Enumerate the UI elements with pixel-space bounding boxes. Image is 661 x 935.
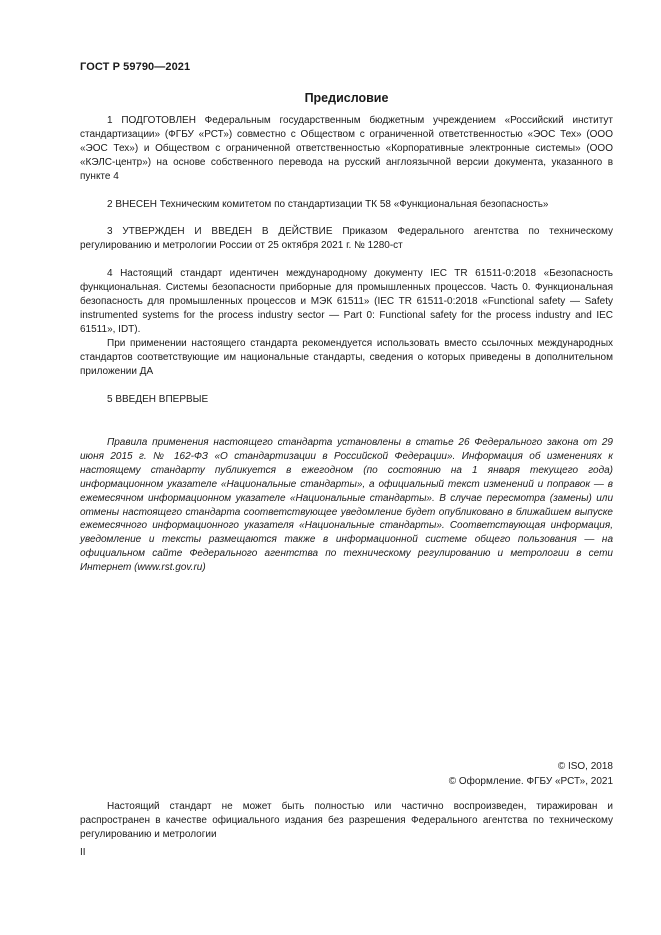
- foreword-item-4-note: При применении настоящего стандарта рекомендуется использовать вместо ссылочных международных стандартов соответствующие им национальные стандарты, сведения о которых приведены в дополнительном приложении ДА: [80, 337, 613, 377]
- foreword-item-3: 3 УТВЕРЖДЕН И ВВЕДЕН В ДЕЙСТВИЕ Приказом Федерального агентства по техническому регулированию и метрологии России от 25 октября 2021 г. № 1280-ст: [80, 226, 613, 252]
- application-rules-notice: [80, 436, 613, 575]
- application-rules-text: Правила применения настоящего стандарта установлены в статье 26 Федерального закона от 29 июня 2015 г. № 162-ФЗ «О стандартизации в Российской Федерации». Информация об изменениях к настоящему стандарту публикуется в ежегодном (по состоянию на 1 января текущего года) информационном указателе «Национальные стандарты», а официальный текст изменений и поправок — в ежемесячном информационном указателе «Национальные стандарты». В случае пересмотра (замены) или отмены настоящего стандарта соответствующее уведомление будет опубликовано в ближайшем выпуске ежемесячного информационного указателя «Национальные стандарты». Соответствующая информация, уведомление и тексты размещаются также в информационной системе общего пользования — на официальном сайте Федерального агентства по техническому регулированию и метрологии в сети Интернет (www.rst.gov.ru): [80, 437, 613, 574]
- foreword-item-1: 1 ПОДГОТОВЛЕН Федеральным государственным бюджетным учреждением «Российский институт стандартизации» (ФГБУ «РСТ») совместно с Обществом с ограниченной ответственностью «ЭОС Тех» (ООО «ЭОС Тех») и Обществом с ограниченной ответственностью «Корпоративные электронные системы» (ООО «КЭЛС-центр») на основе собственного перевода на русский англоязычной версии документа, указанного в пункте 4: [80, 115, 613, 182]
- foreword-body: [80, 114, 613, 406]
- reproduction-text: Настоящий стандарт не может быть полностью или частично воспроизведен, тиражирован и распространен в качестве официального издания без разрешения Федерального агентства по техническому регулированию и метрологии: [80, 801, 613, 840]
- copyright-iso: © ISO, 2018: [557, 761, 613, 772]
- copyright-block: [449, 760, 613, 789]
- foreword-item-4: 4 Настоящий стандарт идентичен международному документу IEC TR 61511-0:2018 «Безопасность функциональная. Системы безопасности приборные для промышленных процессов. Часть 0. Функциональная безопасность для промышленных процессов и МЭК 61511» (IEC TR 61511-0:2018 «Functional safety — Safety instrumented systems for the process industry sector — Part 0: Functional safety for the process industry and IEC 61511», IDT).: [80, 268, 613, 335]
- foreword-item-5: 5 ВВЕДЕН ВПЕРВЫЕ: [107, 393, 209, 405]
- reproduction-notice: [80, 800, 613, 842]
- standard-code: ГОСТ Р 59790—2021: [80, 61, 191, 73]
- foreword-item-2: 2 ВНЕСЕН Техническим комитетом по стандартизации ТК 58 «Функциональная безопасность»: [107, 198, 549, 210]
- page-title: Предисловие: [304, 91, 389, 105]
- page-number: II: [80, 847, 86, 858]
- copyright-design: © Оформление. ФГБУ «РСТ», 2021: [448, 775, 613, 787]
